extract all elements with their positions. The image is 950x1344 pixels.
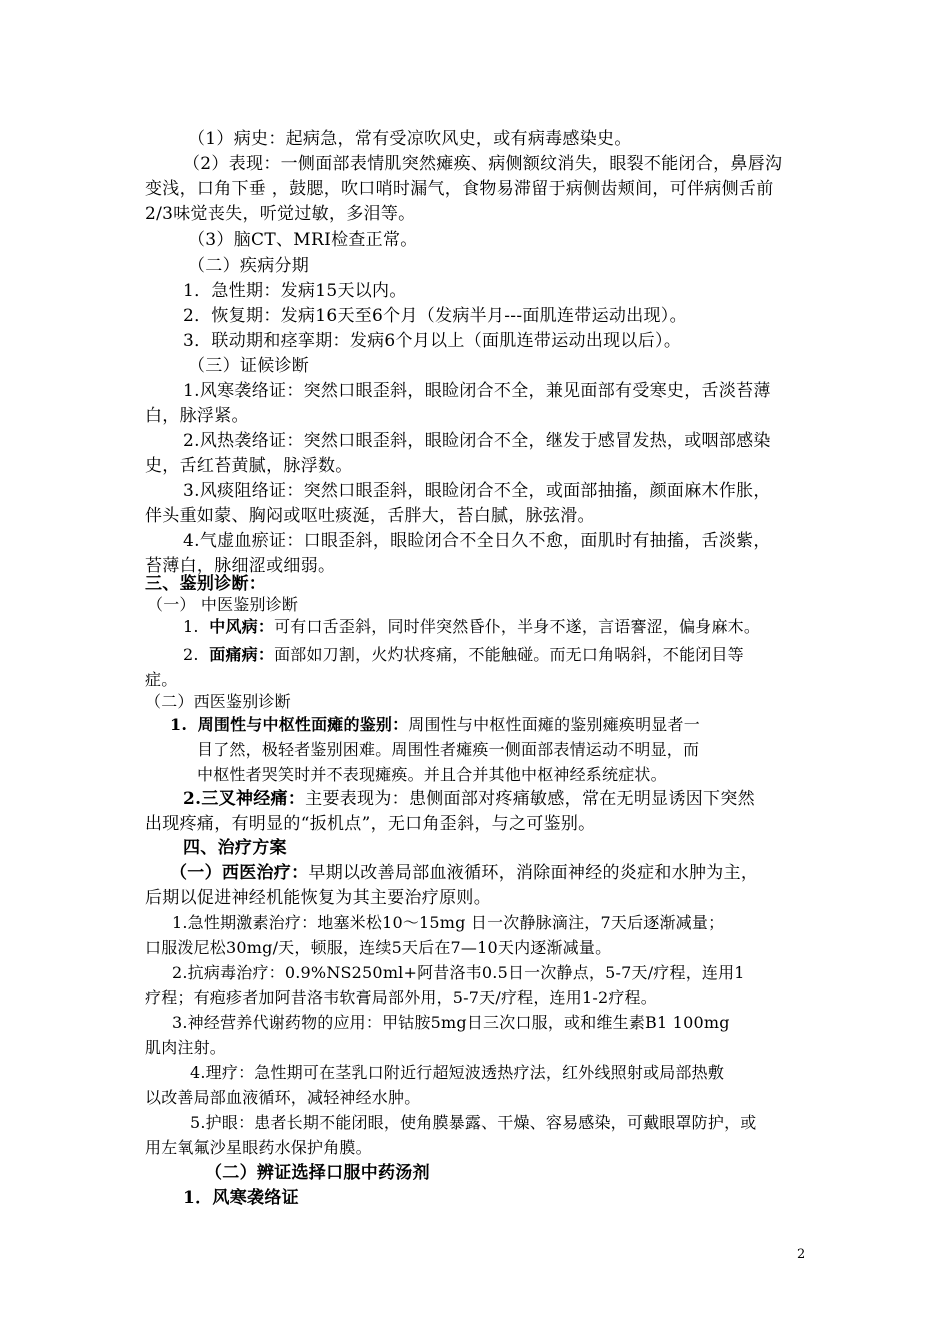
treatment-neuro-line-1: 3.神经营养代谢药物的应用：甲钴胺5mg日三次口服，或和维生素B1 100mg xyxy=(172,1013,730,1032)
imaging-line: （3）脑CT、MRI检查正常。 xyxy=(188,230,418,250)
heading-differential-diagnosis: 三、鉴别诊断： xyxy=(145,574,267,594)
syndrome-1-line-2: 白，脉浮紧。 xyxy=(145,406,249,426)
syndrome-3-line-1: 3.风痰阻络证：突然口眼歪斜，眼睑闭合不全，或面部抽搐，颜面麻木作胀， xyxy=(183,481,771,501)
treatment-neuro-line-2: 肌肉注射。 xyxy=(145,1038,227,1057)
heading-treatment-plan: 四、治疗方案 xyxy=(183,838,287,858)
treatment-physio-line-1: 4.理疗：急性期可在茎乳口附近行超短波透热疗法，红外线照射或局部热敷 xyxy=(190,1063,725,1082)
stage-linkage: 3．联动期和痉挛期：发病6个月以上（面肌连带运动出现以后）。 xyxy=(183,331,682,351)
treatment-eye-line-1: 5.护眼：患者长期不能闭眼，使角膜暴露、干燥、容易感染，可戴眼罩防护，或 xyxy=(190,1113,757,1132)
section-tcm-decoction: （二）辨证选择口服中药汤剂 xyxy=(205,1163,430,1183)
treatment-antiviral-line-1: 2.抗病毒治疗：0.9%NS250ml+阿昔洛韦0.5日一次静点，5-7天/疗程，连用1 xyxy=(172,963,745,982)
syndrome-1-line-1: 1.风寒袭络证：突然口眼歪斜，眼睑闭合不全，兼见面部有受寒史，舌淡苔薄 xyxy=(183,381,771,401)
western-treatment-line-2: 后期以促进神经机能恢复为其主要治疗原则。 xyxy=(145,888,491,908)
section-disease-stages: （二）疾病分期 xyxy=(188,256,310,276)
western-treatment-line-1: （一）西医治疗：早期以改善局部血液循环，消除面神经的炎症和水肿为主， xyxy=(170,863,759,883)
manifestation-line-3: 2/3味觉丧失，听觉过敏，多泪等。 xyxy=(145,204,416,224)
history-line: （1）病史：起病急，常有受凉吹风史，或有病毒感染史。 xyxy=(188,129,632,149)
subsection-wind-cold: 1．风寒袭络证 xyxy=(183,1188,299,1208)
western-diff-item-1-line-2: 目了然，极轻者鉴别困难。周围性者瘫痪一侧面部表情运动不明显，而 xyxy=(197,740,700,759)
western-diff-item-1-line-3: 中枢性者哭笑时并不表现瘫痪。并且合并其他中枢神经系统症状。 xyxy=(197,765,667,784)
stage-recovery: 2．恢复期：发病16天至6个月（发病半月---面肌连带运动出现）。 xyxy=(183,306,687,326)
tcm-diff-item-1: 1. 中风病：可有口舌歪斜，同时伴突然昏仆，半身不遂，言语謇涩，偏身麻木。 xyxy=(183,617,761,636)
western-diff-item-2-line-2: 出现疼痛，有明显的“扳机点”，无口角歪斜，与之可鉴别。 xyxy=(145,814,596,834)
treatment-steroid-line-2: 口服泼尼松30mg/天，顿服，连续5天后在7—10天内逐渐减量。 xyxy=(145,938,612,957)
treatment-steroid-line-1: 1.急性期激素治疗：地塞米松10～15mg 日一次静脉滴注，7天后逐渐减量； xyxy=(172,913,725,932)
manifestation-line-1: （2）表现：一侧面部表情肌突然瘫痪、病侧额纹消失，眼裂不能闭合，鼻唇沟 xyxy=(183,154,783,174)
syndrome-2-line-1: 2.风热袭络证：突然口眼歪斜，眼睑闭合不全，继发于感冒发热，或咽部感染 xyxy=(183,431,771,451)
tcm-diff-item-2-cont: 症。 xyxy=(145,670,178,689)
treatment-antiviral-line-2: 疗程；有疱疹者加阿昔洛韦软膏局部外用，5-7天/疗程，连用1-2疗程。 xyxy=(145,988,657,1007)
syndrome-4-line-2: 苔薄白，脉细涩或细弱。 xyxy=(145,556,336,576)
western-diff-item-2-line-1: 2.三叉神经痛：主要表现为：患侧面部对疼痛敏感，常在无明显诱因下突然 xyxy=(183,789,755,809)
syndrome-3-line-2: 伴头重如蒙、胸闷或呕吐痰涎，舌胖大，苔白腻，脉弦滑。 xyxy=(145,506,595,526)
treatment-eye-line-2: 用左氧氟沙星眼药水保护角膜。 xyxy=(145,1138,372,1157)
section-syndrome-diagnosis: （三）证候诊断 xyxy=(188,356,310,376)
western-diff-item-1-line-1: 1. 周围性与中枢性面瘫的鉴别：周围性与中枢性面瘫的鉴别瘫痪明显者一 xyxy=(170,715,700,734)
section-western-differential: （二）西医鉴别诊断 xyxy=(145,692,291,711)
tcm-diff-item-2: 2. 面痛病：面部如刀割，火灼状疼痛，不能触碰。而无口角㖞斜，不能闭目等 xyxy=(183,645,744,664)
page-number: 2 xyxy=(797,1247,806,1262)
section-tcm-differential: （一） 中医鉴别诊断 xyxy=(147,595,299,614)
syndrome-4-line-1: 4.气虚血瘀证：口眼歪斜，眼睑闭合不全日久不愈，面肌时有抽搐，舌淡紫， xyxy=(183,531,771,551)
stage-acute: 1．急性期：发病15天以内。 xyxy=(183,281,407,301)
treatment-physio-line-2: 以改善局部血液循环，减轻神经水肿。 xyxy=(145,1088,421,1107)
syndrome-2-line-2: 史，舌红苔黄腻，脉浮数。 xyxy=(145,456,353,476)
manifestation-line-2: 变浅，口角下垂 ，鼓腮，吹口哨时漏气，食物易滞留于病侧齿颊间，可伴病侧舌前 xyxy=(145,179,774,199)
